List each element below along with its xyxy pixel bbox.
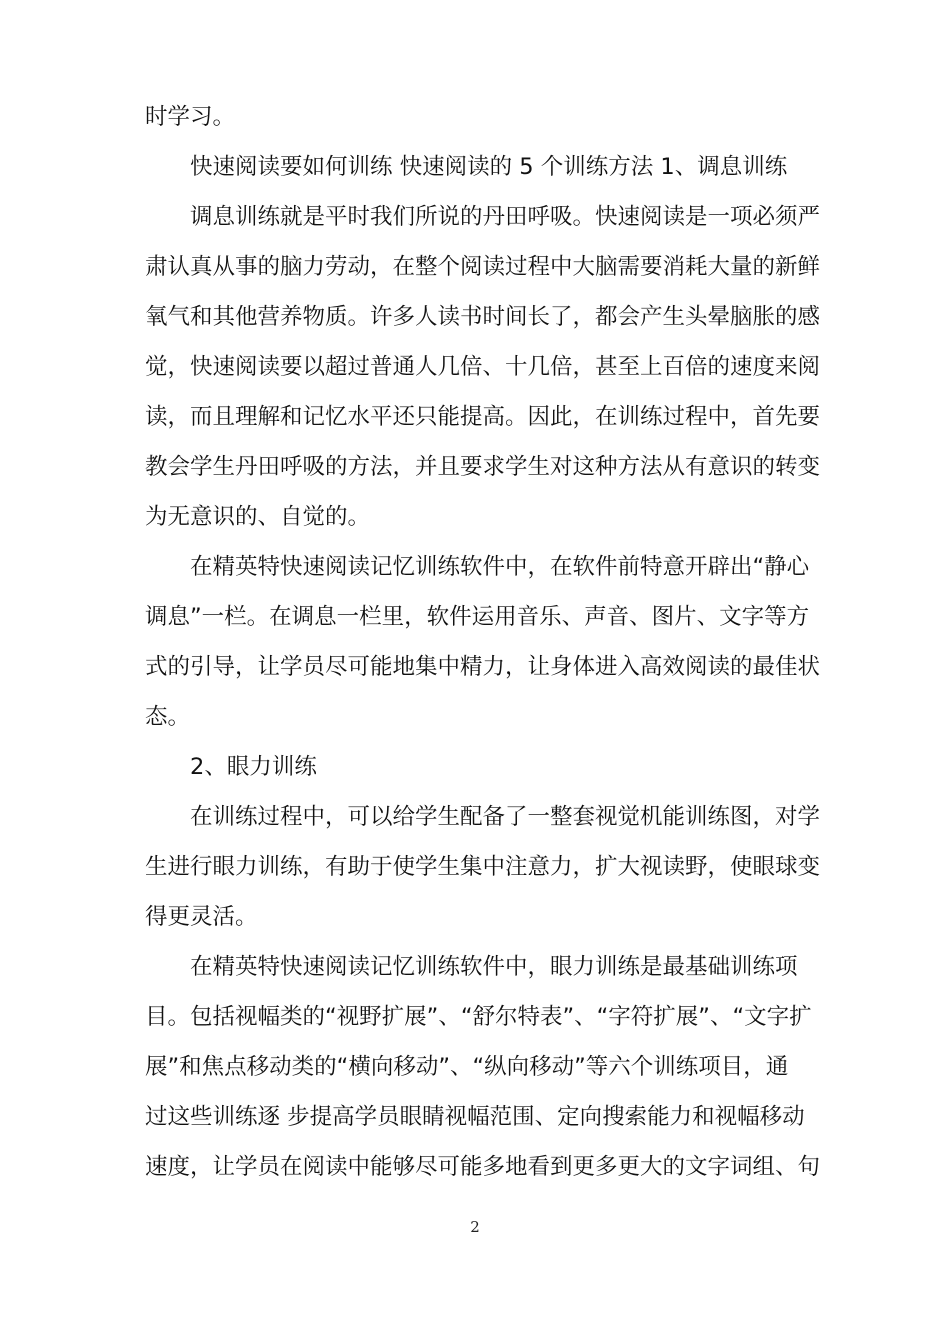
paragraph-line: 展”和焦点移动类的“横向移动”、“纵向移动”等六个训练项目，通 <box>145 1054 789 1080</box>
paragraph-line: 目。包括视幅类的“视野扩展”、“舒尔特表”、“字符扩展”、“文字扩 <box>145 1004 812 1030</box>
paragraph-line: 为无意识的、自觉的。 <box>145 504 371 530</box>
paragraph-line: 觉，快速阅读要以超过普通人几倍、十几倍，甚至上百倍的速度来阅 <box>145 354 821 380</box>
paragraph-line: 教会学生丹田呼吸的方法，并且要求学生对这种方法从有意识的转变 <box>145 454 821 480</box>
paragraph-line: 读，而且理解和记忆水平还只能提高。因此，在训练过程中，首先要 <box>145 404 821 430</box>
paragraph-line: 式的引导，让学员尽可能地集中精力，让身体进入高效阅读的最佳状 <box>145 654 821 680</box>
paragraph-line: 在精英特快速阅读记忆训练软件中，眼力训练是最基础训练项 <box>190 954 798 980</box>
paragraph-line: 态。 <box>145 704 191 730</box>
paragraph-line: 生进行眼力训练，有助于使学生集中注意力，扩大视读野，使眼球变 <box>145 854 821 880</box>
paragraph-line: 肃认真从事的脑力劳动，在整个阅读过程中大脑需要消耗大量的新鲜 <box>145 254 821 280</box>
text-line: 时学习。 <box>145 104 236 130</box>
paragraph-line: 调息”一栏。在调息一栏里，软件运用音乐、声音、图片、文字等方 <box>145 604 810 630</box>
paragraph-line: 调息训练就是平时我们所说的丹田呼吸。快速阅读是一项必须严 <box>190 204 821 230</box>
page-number: 2 <box>470 1218 480 1236</box>
paragraph-line: 氧气和其他营养物质。许多人读书时间长了，都会产生头晕脑胀的感 <box>145 304 821 330</box>
paragraph-line: 得更灵活。 <box>145 904 258 930</box>
section-heading: 快速阅读要如何训练 快速阅读的 5 个训练方法 1、调息训练 <box>190 154 788 180</box>
paragraph-line: 在训练过程中，可以给学生配备了一整套视觉机能训练图，对学 <box>190 804 821 830</box>
paragraph-line: 速度，让学员在阅读中能够尽可能多地看到更多更大的文字词组、句 <box>145 1154 821 1180</box>
paragraph-line: 在精英特快速阅读记忆训练软件中，在软件前特意开辟出“静心 <box>190 554 810 580</box>
section-heading: 2、眼力训练 <box>190 754 317 780</box>
paragraph-line: 过这些训练逐 步提高学员眼睛视幅范围、定向搜索能力和视幅移动 <box>145 1104 805 1130</box>
